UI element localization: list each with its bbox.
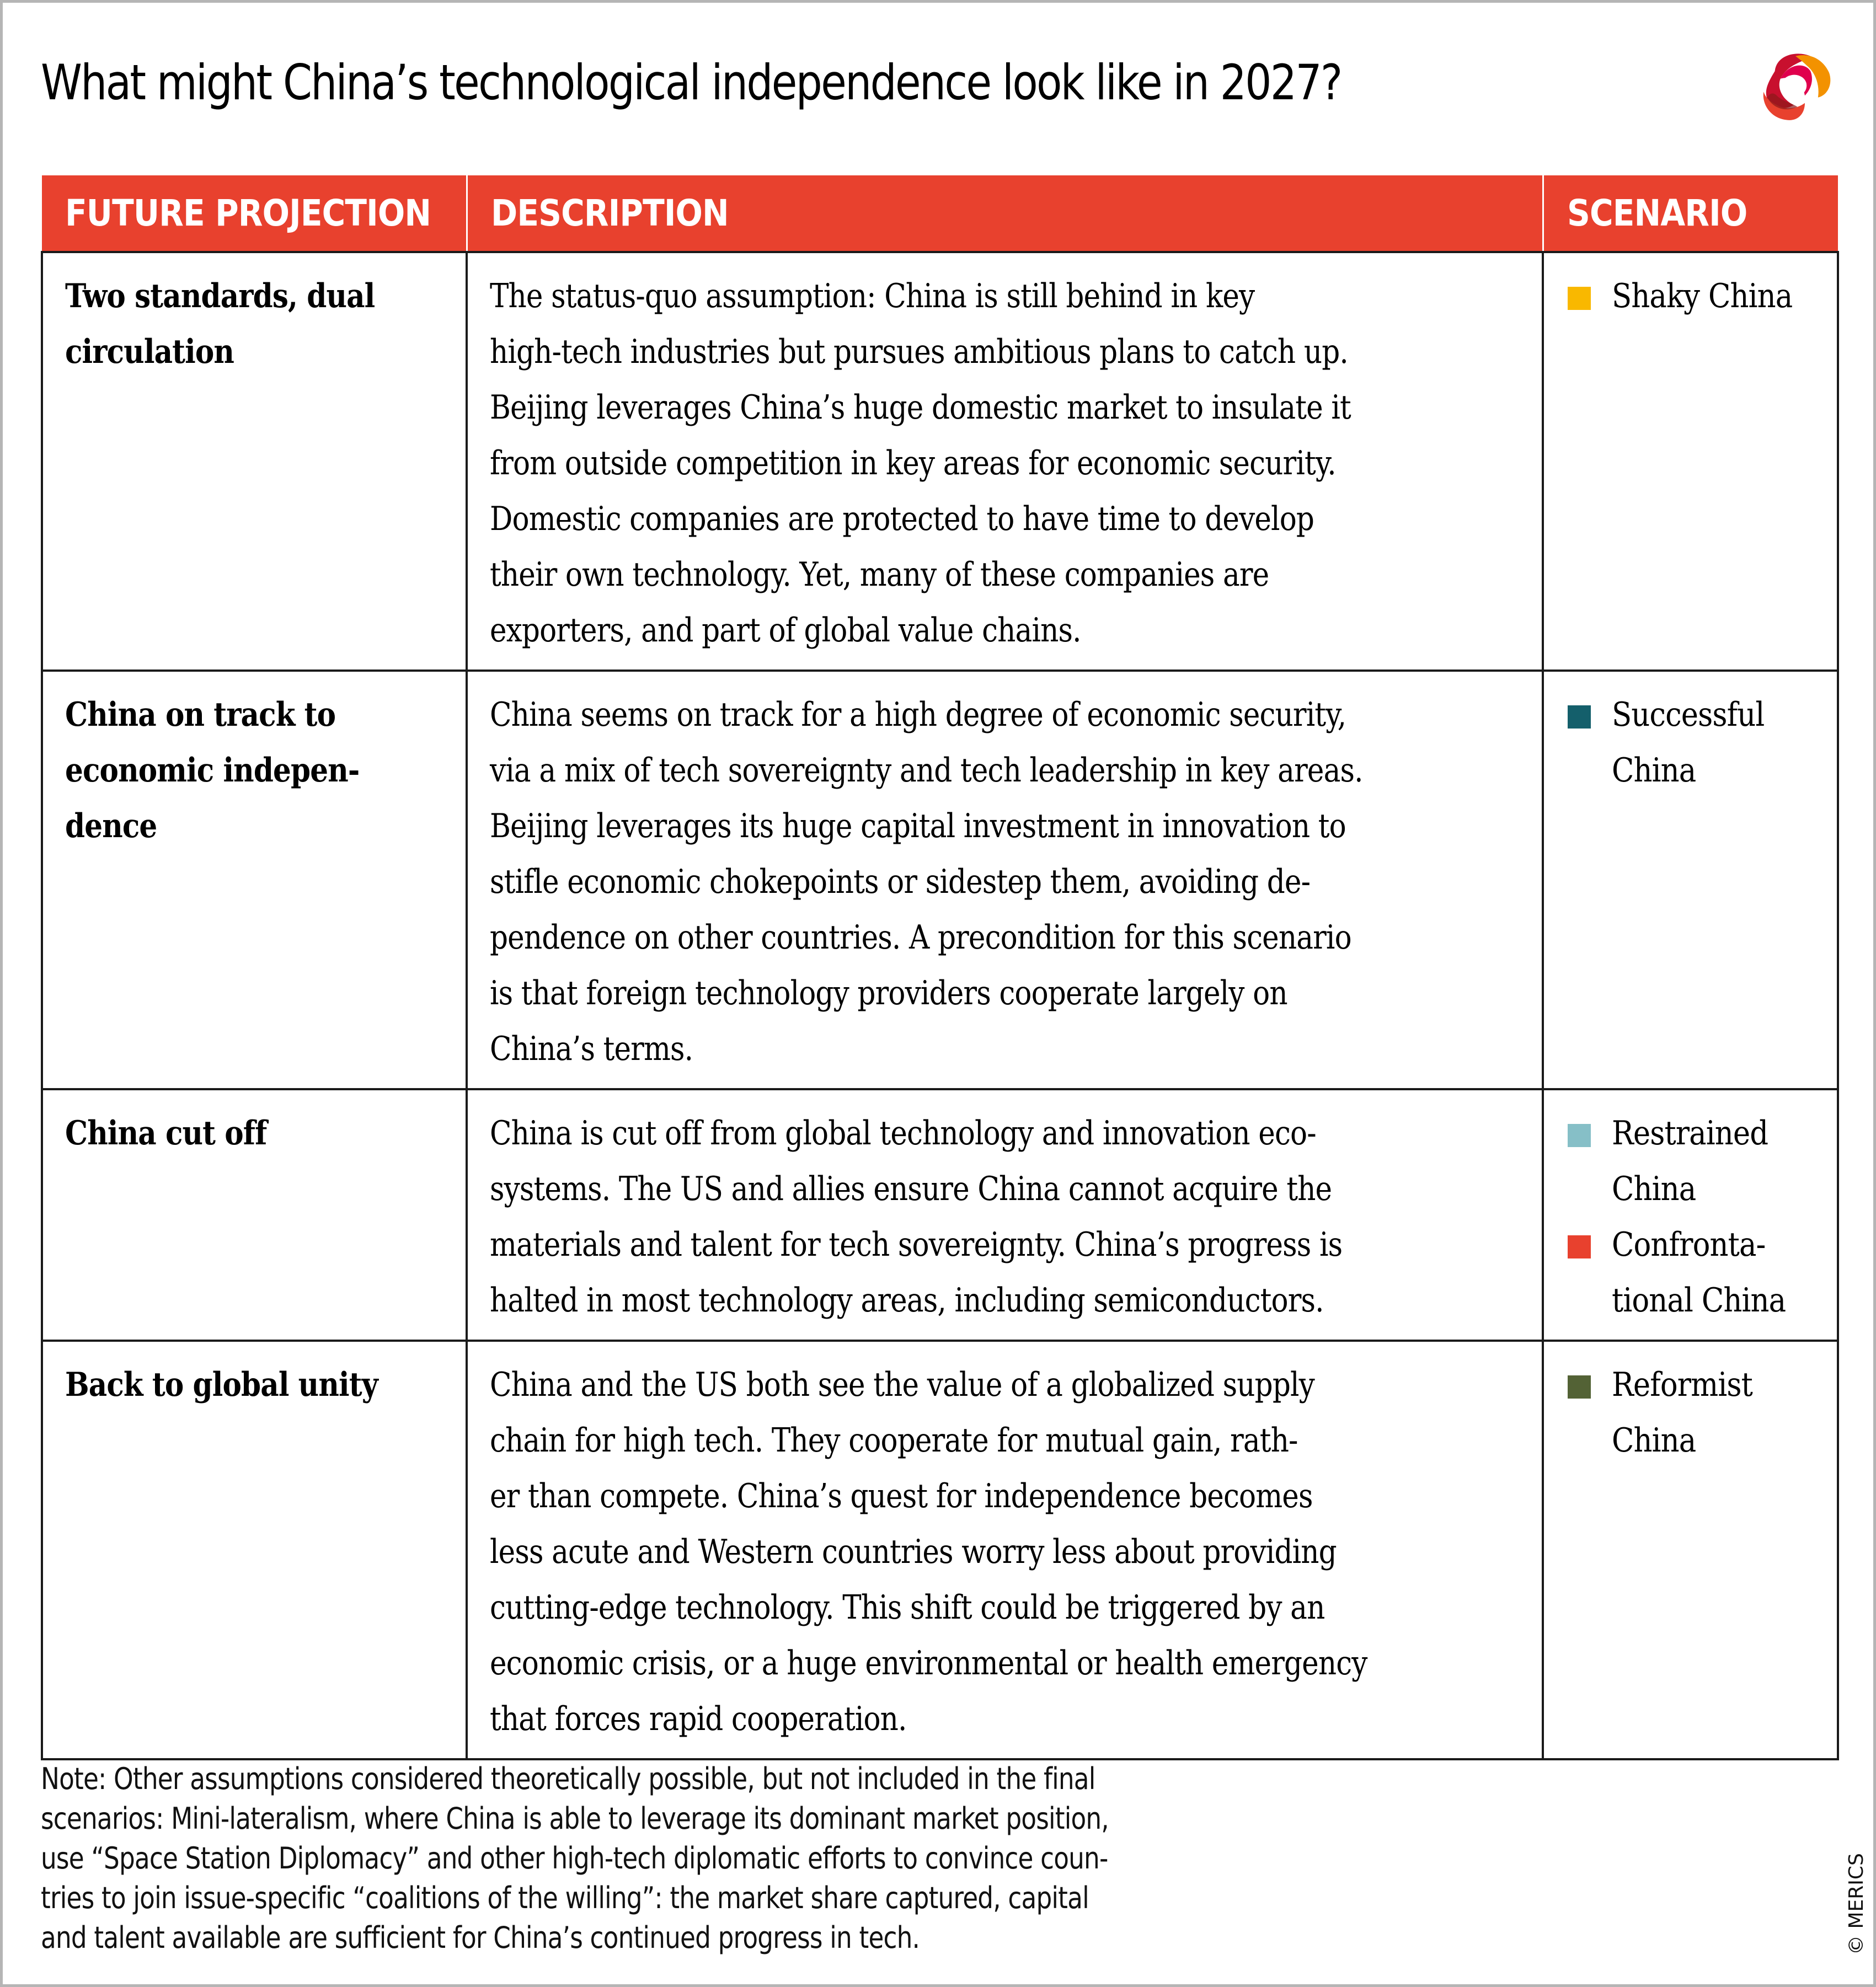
description-line: China is cut off from global technology and innovation eco-: [490, 1114, 1316, 1153]
footnote-line: scenarios: Mini-lateralism, where China is able to leverage its dominant market position,: [41, 1801, 1109, 1836]
description-line: The status-quo assumption: China is still behind in key: [490, 277, 1255, 315]
scenario-label-line: China: [1612, 1170, 1696, 1208]
projection-line: circulation: [65, 333, 234, 371]
description-cell: [467, 671, 1543, 1089]
scenario-label-line: China: [1612, 1421, 1696, 1460]
scenario-label: [1612, 269, 1817, 324]
table-row: [42, 1089, 1838, 1341]
projection-line: economic indepen-: [65, 751, 360, 790]
copyright-label: © MERICS: [1845, 1853, 1868, 1955]
footnote-line: use “Space Station Diplomacy” and other high-tech diplomatic efforts to convince coun-: [41, 1841, 1108, 1876]
description-line: systems. The US and allies ensure China cannot acquire the: [490, 1170, 1332, 1208]
description-line: chain for high tech. They cooperate for mutual gain, rath-: [490, 1421, 1298, 1460]
table-body: [42, 252, 1838, 1759]
description-line: their own technology. Yet, many of these companies are: [490, 555, 1269, 594]
scenario-color-swatch-icon: [1568, 1124, 1591, 1147]
description-line: China’s terms.: [490, 1030, 693, 1068]
description-line: high-tech industries but pursues ambitious plans to catch up.: [490, 333, 1348, 371]
table-row: [42, 671, 1838, 1089]
description-line: economic crisis, or a huge environmental or health emergency: [490, 1644, 1367, 1683]
projection-line: China on track to: [65, 695, 336, 734]
scenario-item: [1566, 1357, 1824, 1469]
scenario-cell: [1543, 252, 1838, 671]
scenario-color-swatch-icon: [1568, 705, 1591, 729]
description-line: stifle economic chokepoints or sidestep them, avoiding de-: [490, 863, 1311, 901]
description-cell: [467, 1341, 1543, 1759]
scenario-item: [1566, 269, 1824, 324]
projection-cell: [42, 1089, 467, 1341]
description-line: Beijing leverages its huge capital investment in innovation to: [490, 807, 1346, 845]
description-line: is that foreign technology providers cooperate largely on: [490, 974, 1287, 1013]
projection-cell: [42, 671, 467, 1089]
column-header-scenario: SCENARIO: [1543, 175, 1838, 252]
page-title: What might China’s technological independence look like in 2027?: [41, 54, 1341, 111]
scenario-label-line: Restrained: [1612, 1114, 1768, 1153]
description-line: Beijing leverages China’s huge domestic market to insulate it: [490, 388, 1351, 427]
table-row: [42, 252, 1838, 671]
scenario-table: [41, 175, 1839, 1760]
merics-logo-icon: [1749, 43, 1842, 137]
table-row: [42, 1341, 1838, 1759]
scenario-cell: [1543, 1341, 1838, 1759]
projection-cell: [42, 252, 467, 671]
description-line: Domestic companies are protected to have time to develop: [490, 500, 1314, 538]
scenario-cell: [1543, 1089, 1838, 1341]
description-cell: [467, 252, 1543, 671]
scenario-label-line: China: [1612, 751, 1696, 790]
scenario-color-swatch-icon: [1568, 287, 1591, 310]
scenario-label-line: Shaky China: [1612, 277, 1793, 315]
description-line: halted in most technology areas, including semiconductors.: [490, 1281, 1324, 1320]
description-line: that forces rapid cooperation.: [490, 1700, 907, 1738]
projection-line: dence: [65, 807, 157, 845]
scenario-label: [1612, 1106, 1789, 1217]
description-line: from outside competition in key areas for economic security.: [490, 444, 1336, 483]
description-line: exporters, and part of global value chains.: [490, 611, 1081, 650]
scenario-item: [1566, 687, 1824, 799]
scenario-item: [1566, 1217, 1824, 1329]
description-cell: [467, 1089, 1543, 1341]
description-line: less acute and Western countries worry less about providing: [490, 1533, 1337, 1571]
description-line: China and the US both see the value of a globalized supply: [490, 1365, 1314, 1404]
projection-line: Two standards, dual: [65, 277, 375, 315]
scenario-cell: [1543, 671, 1838, 1089]
footnote-line: tries to join issue-specific “coalitions of the willing”: the market share captured, capital: [41, 1881, 1089, 1915]
projection-line: Back to global unity: [65, 1365, 378, 1404]
table-header-row: [42, 175, 1838, 252]
scenario-label-line: tional China: [1612, 1281, 1786, 1320]
description-line: cutting-edge technology. This shift could be triggered by an: [490, 1588, 1325, 1627]
scenario-item: [1566, 1106, 1824, 1217]
scenario-label: [1612, 1217, 1809, 1329]
footnote: [41, 1759, 1312, 1958]
projection-line: China cut off: [65, 1114, 267, 1153]
scenario-label: [1612, 1357, 1772, 1469]
projection-cell: [42, 1341, 467, 1759]
description-line: China seems on track for a high degree of economic security,: [490, 695, 1346, 734]
description-line: pendence on other countries. A precondition for this scenario: [490, 918, 1351, 957]
scenario-label-line: Reformist: [1612, 1365, 1752, 1404]
footnote-line: and talent available are sufficient for China’s continued progress in tech.: [41, 1920, 920, 1955]
scenario-label: [1612, 687, 1785, 799]
scenario-color-swatch-icon: [1568, 1235, 1591, 1258]
description-line: er than compete. China’s quest for independence becomes: [490, 1477, 1313, 1515]
description-line: via a mix of tech sovereignty and tech leadership in key areas.: [490, 751, 1363, 790]
scenario-label-line: Confronta-: [1612, 1225, 1766, 1264]
scenario-label-line: Successful: [1612, 695, 1765, 734]
scenario-color-swatch-icon: [1568, 1375, 1591, 1399]
column-header-future-projection: FUTURE PROJECTION: [42, 175, 467, 252]
column-header-description: DESCRIPTION: [467, 175, 1543, 252]
description-line: materials and talent for tech sovereignty. China’s progress is: [490, 1225, 1343, 1264]
footnote-line: Note: Other assumptions considered theoretically possible, but not included in the final: [41, 1761, 1095, 1796]
